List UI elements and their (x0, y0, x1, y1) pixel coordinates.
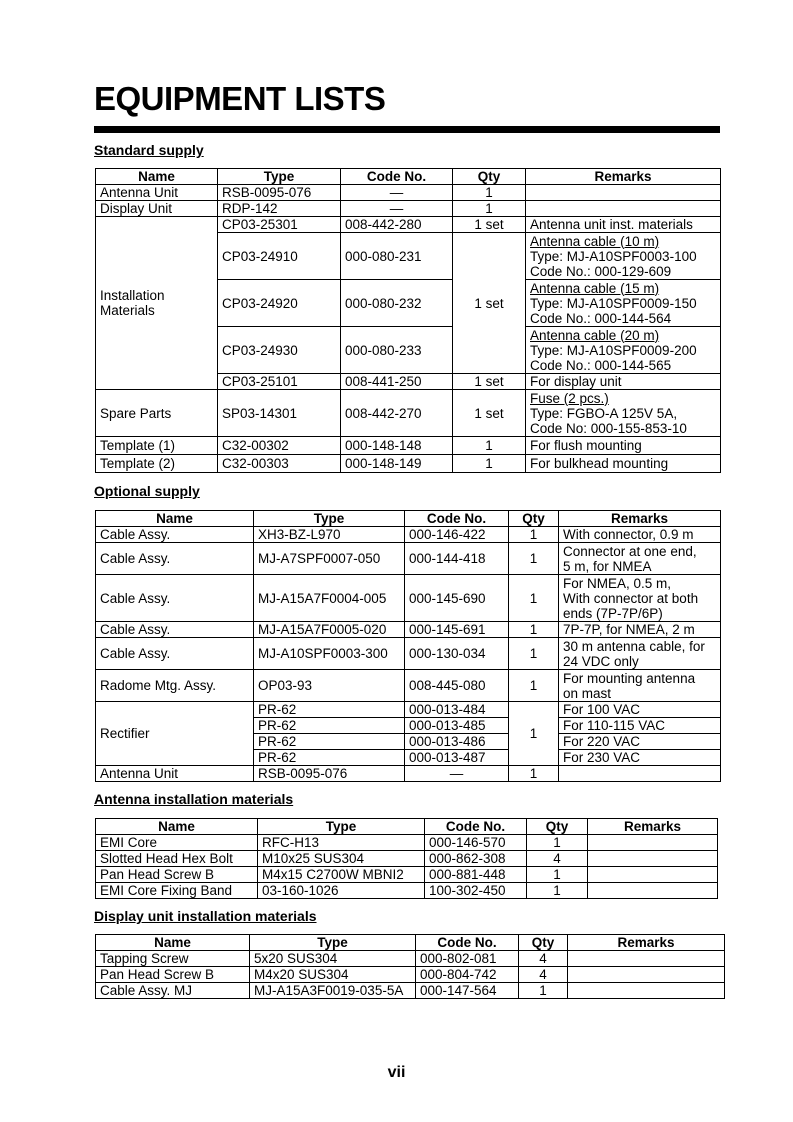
cell-name: Cable Assy. (96, 638, 254, 670)
cell-qty: 1 (453, 455, 526, 473)
cell-remarks: For display unit (526, 374, 721, 390)
table-row (96, 622, 721, 638)
table-row (96, 951, 725, 967)
cell-code: 000-147-564 (416, 983, 519, 999)
cell-name: Pan Head Screw B (96, 867, 258, 883)
cell-remarks: For flush mounting (526, 437, 721, 455)
col-name: Name (96, 935, 250, 951)
col-qty: Qty (509, 511, 559, 527)
cell-name: Spare Parts (96, 390, 218, 437)
col-code: Code No. (341, 169, 453, 185)
cell-code: — (341, 185, 453, 201)
table-row (96, 437, 721, 455)
cell-name: Cable Assy. MJ (96, 983, 250, 999)
cell-name: Display Unit (96, 201, 218, 217)
table-row (96, 967, 725, 983)
cell-code: 000-145-690 (405, 575, 509, 622)
cell-type: RSB-0095-076 (218, 185, 341, 201)
cell-remarks: For 100 VAC (559, 702, 721, 718)
cell-type: CP03-25301 (218, 217, 341, 233)
table-header-row (96, 935, 725, 951)
cell-remarks: Antenna unit inst. materials (526, 217, 721, 233)
cell-code: 000-802-081 (416, 951, 519, 967)
cell-code: 000-130-034 (405, 638, 509, 670)
cell-code: 000-144-418 (405, 543, 509, 575)
standard-supply-table (95, 168, 721, 473)
cell-name: EMI Core (96, 835, 258, 851)
cell-code: 000-080-232 (341, 280, 453, 327)
cell-name: Template (2) (96, 455, 218, 473)
col-type: Type (258, 819, 425, 835)
cell-type: PR-62 (254, 734, 405, 750)
cell-type: 5x20 SUS304 (250, 951, 416, 967)
table-row (96, 702, 721, 718)
cell-remarks: For 220 VAC (559, 734, 721, 750)
cell-qty: 4 (519, 967, 568, 983)
cell-code: 008-442-270 (341, 390, 453, 437)
cell-code: 000-146-570 (425, 835, 527, 851)
cell-remarks (526, 201, 721, 217)
cell-type: 03-160-1026 (258, 883, 425, 899)
cell-type: M4x15 C2700W MBNI2 (258, 867, 425, 883)
cell-type: MJ-A7SPF0007-050 (254, 543, 405, 575)
cell-remarks: Antenna cable (10 m) Type: MJ-A10SPF0003-100 Code No.: 000-129-609 (526, 233, 721, 280)
display-materials-table (95, 934, 725, 999)
cell-code: 000-148-148 (341, 437, 453, 455)
cell-code: 000-146-422 (405, 527, 509, 543)
cell-name: Cable Assy. (96, 622, 254, 638)
cell-type: M4x20 SUS304 (250, 967, 416, 983)
cell-remarks: Connector at one end, 5 m, for NMEA (559, 543, 721, 575)
cell-remarks (559, 766, 721, 782)
display-materials-heading: Display unit installation materials (94, 908, 317, 924)
cell-type: XH3-BZ-L970 (254, 527, 405, 543)
table-header-row (96, 511, 721, 527)
table-row (96, 638, 721, 670)
table-row (96, 527, 721, 543)
cell-code: 008-442-280 (341, 217, 453, 233)
cell-type: PR-62 (254, 750, 405, 766)
cell-remarks: Antenna cable (15 m) Type: MJ-A10SPF0009-150 Code No.: 000-144-564 (526, 280, 721, 327)
table-row (96, 575, 721, 622)
cell-code: 000-881-448 (425, 867, 527, 883)
cell-qty: 1 (509, 766, 559, 782)
cell-name: Rectifier (96, 702, 254, 766)
cell-name: Slotted Head Hex Bolt (96, 851, 258, 867)
cell-name: Template (1) (96, 437, 218, 455)
page-title: EQUIPMENT LISTS (94, 80, 386, 117)
col-code: Code No. (405, 511, 509, 527)
optional-supply-table (95, 510, 721, 782)
cell-name: Pan Head Screw B (96, 967, 250, 983)
cell-qty: 4 (519, 951, 568, 967)
cell-name: Cable Assy. (96, 527, 254, 543)
cell-remarks: For bulkhead mounting (526, 455, 721, 473)
cell-qty: 1 (509, 527, 559, 543)
page-number: vii (387, 1064, 406, 1081)
table-row (96, 867, 718, 883)
cell-qty: 1 set (453, 217, 526, 233)
cell-name: Tapping Screw (96, 951, 250, 967)
cell-type: CP03-24930 (218, 327, 341, 374)
cell-code: — (405, 766, 509, 782)
col-qty: Qty (519, 935, 568, 951)
table-row (96, 201, 721, 217)
cell-type: MJ-A15A7F0005-020 (254, 622, 405, 638)
cell-name: Antenna Unit (96, 766, 254, 782)
col-name: Name (96, 819, 258, 835)
cell-code: 100-302-450 (425, 883, 527, 899)
cell-remarks (568, 967, 725, 983)
col-code: Code No. (416, 935, 519, 951)
cell-qty: 1 (453, 437, 526, 455)
cell-remarks: Fuse (2 pcs.) Type: FGBO-A 125V 5A, Code No: 000-155-853-10 (526, 390, 721, 437)
table-row (96, 390, 721, 437)
installation-label-1: Installation (100, 288, 165, 303)
cell-qty: 1 set (453, 390, 526, 437)
cell-code: 008-441-250 (341, 374, 453, 390)
cell-remarks (568, 951, 725, 967)
col-type: Type (218, 169, 341, 185)
cell-remarks: For 110-115 VAC (559, 718, 721, 734)
cell-remarks: With connector, 0.9 m (559, 527, 721, 543)
col-remarks: Remarks (588, 819, 718, 835)
cell-type: MJ-A15A7F0004-005 (254, 575, 405, 622)
col-code: Code No. (425, 819, 527, 835)
cell-name: Cable Assy. (96, 543, 254, 575)
cell-qty: 1 (509, 575, 559, 622)
cell-qty: 1 (509, 670, 559, 702)
table-row (96, 455, 721, 473)
cell-code: — (341, 201, 453, 217)
cell-qty: 4 (527, 851, 588, 867)
cell-remarks: For mounting antenna on mast (559, 670, 721, 702)
col-remarks: Remarks (526, 169, 721, 185)
cell-type: PR-62 (254, 702, 405, 718)
cell-code: 000-804-742 (416, 967, 519, 983)
cell-name: Radome Mtg. Assy. (96, 670, 254, 702)
cell-qty: 1 set (453, 233, 526, 374)
cell-type: RSB-0095-076 (254, 766, 405, 782)
col-remarks: Remarks (559, 511, 721, 527)
table-row (96, 543, 721, 575)
cell-type: M10x25 SUS304 (258, 851, 425, 867)
table-header-row (96, 169, 721, 185)
col-name: Name (96, 511, 254, 527)
cell-type: CP03-24910 (218, 233, 341, 280)
table-header-row (96, 819, 718, 835)
cell-qty: 1 (519, 983, 568, 999)
table-row (96, 835, 718, 851)
cell-qty: 1 (527, 835, 588, 851)
standard-supply-heading: Standard supply (94, 142, 204, 158)
cell-name: EMI Core Fixing Band (96, 883, 258, 899)
col-type: Type (254, 511, 405, 527)
antenna-materials-heading: Antenna installation materials (94, 791, 294, 807)
cell-code: 000-145-691 (405, 622, 509, 638)
table-row (96, 766, 721, 782)
cell-type: CP03-24920 (218, 280, 341, 327)
cell-remarks (588, 883, 718, 899)
installation-label-2: Materials (100, 303, 155, 318)
cell-remarks: 30 m antenna cable, for 24 VDC only (559, 638, 721, 670)
cell-code: 000-013-485 (405, 718, 509, 734)
cell-qty: 1 (453, 201, 526, 217)
antenna-materials-table (95, 818, 718, 899)
cell-type: RDP-142 (218, 201, 341, 217)
cell-code: 000-862-308 (425, 851, 527, 867)
cell-type: C32-00302 (218, 437, 341, 455)
cell-remarks (526, 185, 721, 201)
cell-code: 000-080-233 (341, 327, 453, 374)
cell-qty: 1 (453, 185, 526, 201)
cell-type: OP03-93 (254, 670, 405, 702)
cell-remarks (568, 983, 725, 999)
cell-code: 000-013-484 (405, 702, 509, 718)
cell-remarks (588, 867, 718, 883)
cell-qty: 1 (527, 867, 588, 883)
cell-type: SP03-14301 (218, 390, 341, 437)
cell-code: 000-013-487 (405, 750, 509, 766)
col-type: Type (250, 935, 416, 951)
title-rule (94, 126, 720, 133)
cell-qty: 1 (509, 702, 559, 766)
table-row (96, 851, 718, 867)
cell-remarks (588, 851, 718, 867)
col-name: Name (96, 169, 218, 185)
cell-qty: 1 (527, 883, 588, 899)
table-row (96, 670, 721, 702)
cell-remarks: Antenna cable (20 m) Type: MJ-A10SPF0009-200 Code No.: 000-144-565 (526, 327, 721, 374)
cell-qty: 1 (509, 622, 559, 638)
cell-type: PR-62 (254, 718, 405, 734)
cell-name: Cable Assy. (96, 575, 254, 622)
cell-remarks: For 230 VAC (559, 750, 721, 766)
cell-remarks (588, 835, 718, 851)
table-row (96, 185, 721, 201)
cell-code: 008-445-080 (405, 670, 509, 702)
col-qty: Qty (453, 169, 526, 185)
col-remarks: Remarks (568, 935, 725, 951)
cell-qty: 1 (509, 543, 559, 575)
cell-code: 000-148-149 (341, 455, 453, 473)
cell-name: Antenna Unit (96, 185, 218, 201)
col-qty: Qty (527, 819, 588, 835)
cell-qty: 1 set (453, 374, 526, 390)
cell-type: C32-00303 (218, 455, 341, 473)
table-row (96, 217, 721, 233)
cell-type: RFC-H13 (258, 835, 425, 851)
table-row (96, 883, 718, 899)
cell-type: MJ-A15A3F0019-035-5A (250, 983, 416, 999)
cell-type: CP03-25101 (218, 374, 341, 390)
cell-installation-materials (96, 217, 218, 390)
cell-remarks: 7P-7P, for NMEA, 2 m (559, 622, 721, 638)
cell-remarks: For NMEA, 0.5 m, With connector at both ends (7P-7P/6P) (559, 575, 721, 622)
cell-type: MJ-A10SPF0003-300 (254, 638, 405, 670)
cell-code: 000-013-486 (405, 734, 509, 750)
table-row (96, 983, 725, 999)
cell-qty: 1 (509, 638, 559, 670)
optional-supply-heading: Optional supply (94, 483, 200, 499)
cell-code: 000-080-231 (341, 233, 453, 280)
